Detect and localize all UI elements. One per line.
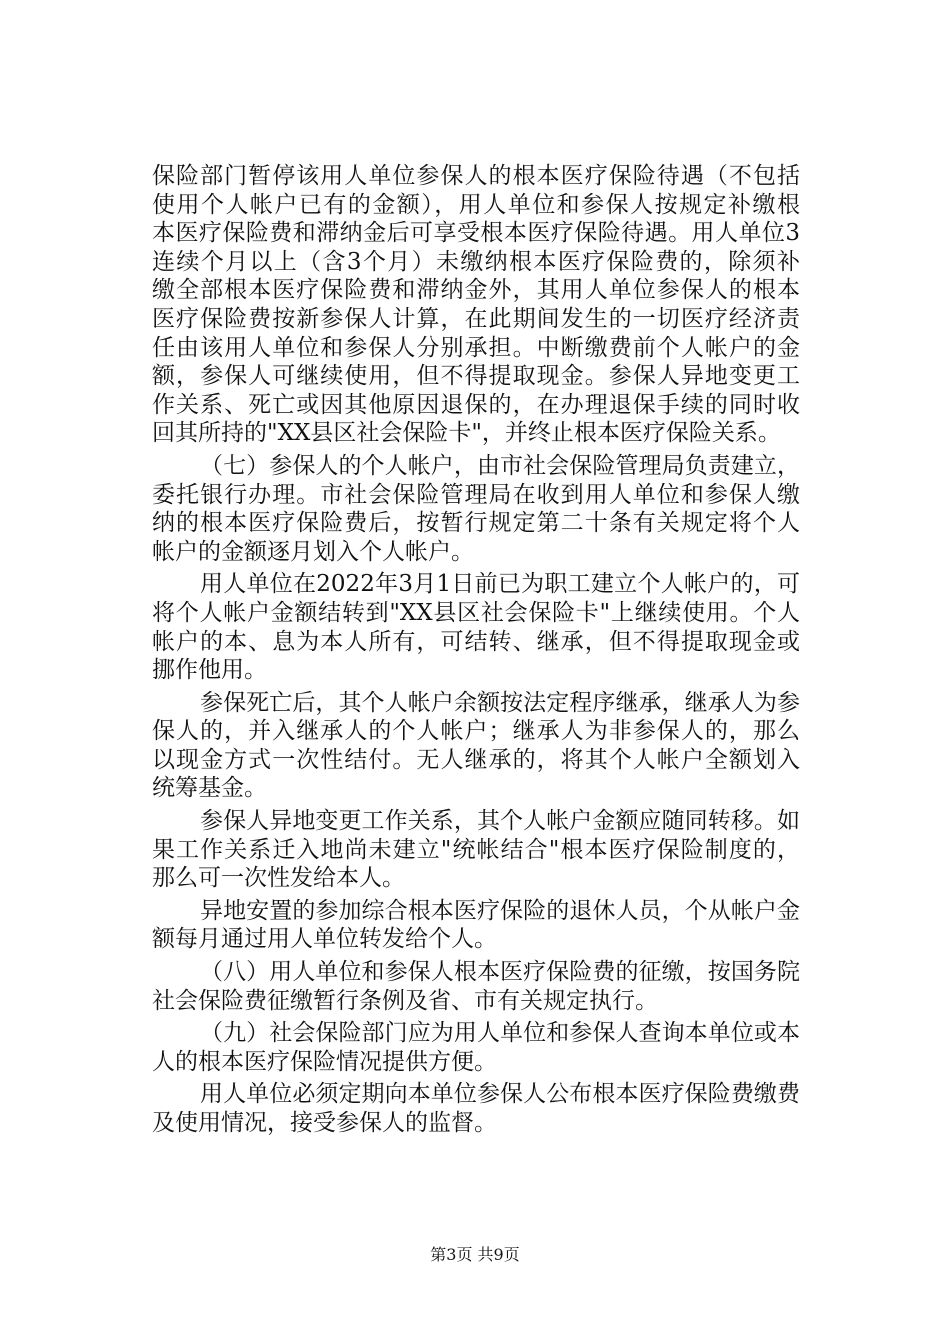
text-line: 纳的根本医疗保险费后，按暂行规定第二十条有关规定将个人 — [152, 510, 800, 537]
text-line: 用人单位必须定期向本单位参保人公布根本医疗保险费缴费 — [200, 1081, 800, 1108]
text-line: 将个人帐户金额结转到"XX县区社会保险卡"上继续使用。个人 — [152, 599, 800, 626]
text-line: 保险部门暂停该用人单位参保人的根本医疗保险待遇（不包括 — [152, 163, 800, 189]
paragraph — [152, 689, 800, 803]
text-line: 及使用情况，接受参保人的监督。 — [152, 1110, 497, 1136]
text-line: 帐户的金额逐月划入个人帐户。 — [152, 538, 474, 565]
text-line: 缴全部根本医疗保险费和滞纳金外，其用人单位参保人的根本 — [152, 277, 800, 304]
text-line: （九）社会保险部门应为用人单位和参保人查询本单位或本 — [200, 1020, 800, 1047]
text-line: 额每月通过用人单位转发给个人。 — [152, 926, 497, 953]
text-line: （七）参保人的个人帐户，由市社会保险管理局负责建立， — [200, 452, 800, 479]
text-line: 用人单位在2022年3月1日前已为职工建立个人帐户的，可 — [200, 571, 800, 598]
text-line: 统筹基金。 — [152, 775, 267, 802]
text-line: （八）用人单位和参保人根本医疗保险费的征缴，按国务院 — [200, 959, 800, 986]
paragraph — [152, 452, 800, 566]
text-line: 参保死亡后，其个人帐户余额按法定程序继承，继承人为参 — [200, 689, 800, 716]
text-line: 挪作他用。 — [152, 657, 267, 684]
paragraph — [152, 897, 800, 954]
text-line: 医疗保险费按新参保人计算，在此期间发生的一切医疗经济责 — [152, 305, 800, 332]
paragraph — [152, 162, 800, 448]
text-line: 连续个月以上（含3个月）未缴纳根本医疗保险费的，除须补 — [152, 248, 800, 275]
text-line: 帐户的本、息为本人所有，可结转、继承，但不得提取现金或 — [152, 628, 800, 655]
text-line: 参保人异地变更工作关系，其个人帐户金额应随同转移。如 — [200, 808, 800, 835]
paragraph — [152, 807, 800, 893]
text-line: 回其所持的"XX县区社会保险卡"，并终止根本医疗保险关系。 — [152, 420, 781, 447]
text-line: 使用个人帐户已有的金额），用人单位和参保人按规定补缴根 — [152, 191, 800, 218]
paragraph — [152, 1080, 800, 1137]
text-line: 本医疗保险费和滞纳金后可享受根本医疗保险待遇。用人单位3 — [152, 220, 800, 247]
text-line: 保人的，并入继承人的个人帐户；继承人为非参保人的，那么 — [152, 718, 800, 745]
text-line: 异地安置的参加综合根本医疗保险的退休人员，个从帐户金 — [200, 897, 800, 924]
paragraph — [152, 958, 800, 1015]
page-footer: 第3页 共9页 — [430, 1245, 520, 1264]
text-line: 任由该用人单位和参保人分别承担。中断缴费前个人帐户的金 — [152, 334, 800, 361]
text-line: 人的根本医疗保险情况提供方便。 — [152, 1048, 497, 1075]
text-line: 额，参保人可继续使用，但不得提取现金。参保人异地变更工 — [152, 363, 800, 390]
text-line: 以现金方式一次性结付。无人继承的，将其个人帐户全额划入 — [152, 746, 800, 773]
text-line: 作关系、死亡或因其他原因退保的，在办理退保手续的同时收 — [152, 391, 800, 418]
text-line: 社会保险费征缴暂行条例及省、市有关规定执行。 — [152, 987, 658, 1014]
text-line: 委托银行办理。市社会保险管理局在收到用人单位和参保人缴 — [152, 481, 800, 508]
text-line: 果工作关系迁入地尚未建立"统帐结合"根本医疗保险制度的， — [152, 836, 800, 863]
document-body — [152, 162, 800, 1138]
paragraph — [152, 1019, 800, 1076]
paragraph — [152, 570, 800, 684]
text-line: 那么可一次性发给本人。 — [152, 865, 405, 892]
